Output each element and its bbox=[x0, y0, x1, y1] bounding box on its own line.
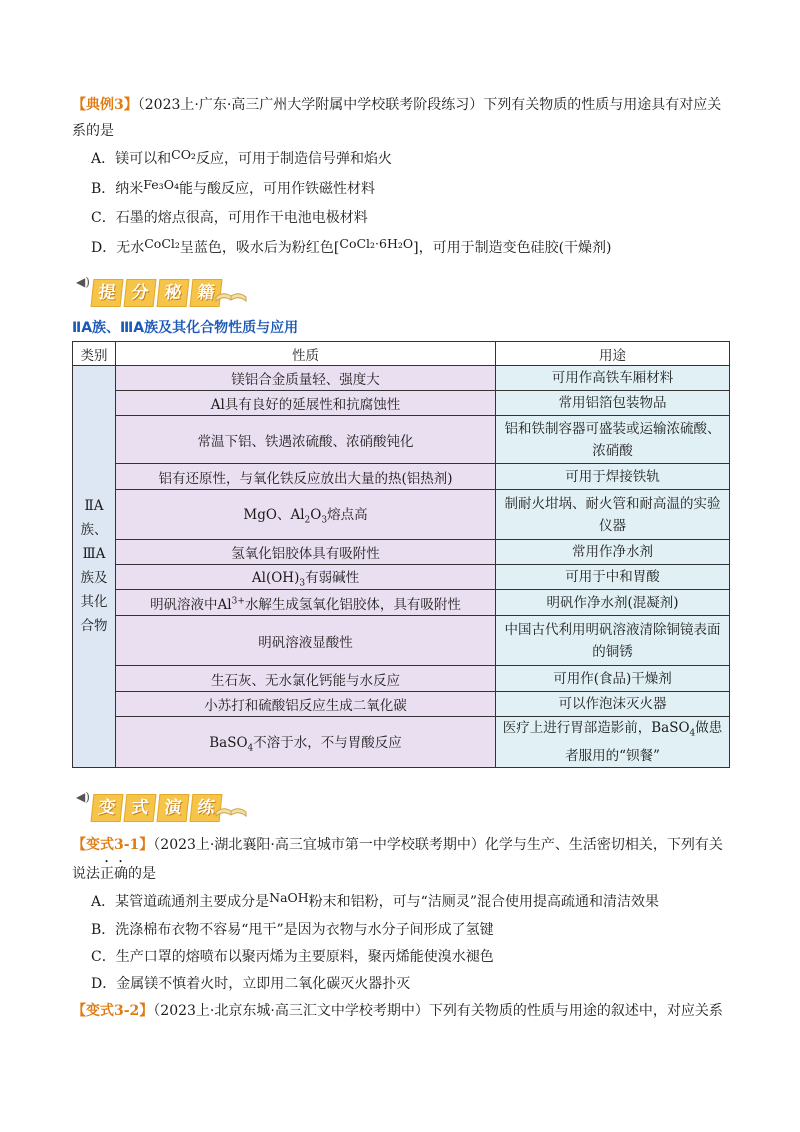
variant1-source: （2023上·湖北襄阳·高三宜城市第一中学校联考期中） bbox=[153, 836, 485, 853]
open-book-icon bbox=[214, 277, 248, 303]
property-cell: 常温下铝、铁遇浓硫酸、浓硝酸钝化 bbox=[116, 416, 496, 464]
option-text: 呈蓝色，吸水后为粉红色[ bbox=[179, 240, 340, 256]
property-cell: 镁铝合金质量轻、强度大 bbox=[116, 366, 496, 391]
option-text: ]，可用于制造变色硅胶(干燥剂) bbox=[413, 240, 612, 256]
option-d bbox=[91, 971, 732, 998]
option-label: C． bbox=[91, 948, 116, 965]
table-row bbox=[73, 490, 730, 540]
use-cell: 铝和铁制容器可盛装或运输浓硫酸、浓硝酸 bbox=[496, 416, 730, 464]
example-source: （2023上·广东·高三广州大学附属中学校联考阶段练习） bbox=[137, 97, 484, 113]
use-cell: 可以作泡沫灭火器 bbox=[496, 692, 730, 717]
use-cell: 中国古代利用明矾溶液清除铜镜表面的铜锈 bbox=[496, 616, 730, 666]
use-cell: 常用作净水剂 bbox=[496, 540, 730, 565]
use-cell: 可用作高铁车厢材料 bbox=[496, 366, 730, 391]
option-text: 反应，可用于制造信号弹和焰火 bbox=[195, 151, 392, 167]
property-cell: 铝有还原性，与氧化铁反应放出大量的热(铝热剂) bbox=[116, 464, 496, 490]
banner-char: 籍 bbox=[190, 279, 223, 307]
option-text: 纳米 bbox=[115, 181, 144, 197]
banner-char: 演 bbox=[157, 794, 190, 822]
variant2-tag: 【变式3-2】 bbox=[72, 1002, 154, 1019]
page-content bbox=[72, 92, 732, 1024]
example-tag: 【典例3】 bbox=[72, 97, 138, 113]
property-cell: 氢氧化铝胶体具有吸附性 bbox=[116, 540, 496, 565]
property-cell: MgO、$Al_2O_3$熔点高 bbox=[116, 490, 496, 540]
banner-char: 式 bbox=[124, 794, 157, 822]
use-cell: 常用铝箔包装物品 bbox=[496, 391, 730, 416]
use-cell: 制耐火坩埚、耐火管和耐高温的实验仪器 bbox=[496, 490, 730, 540]
option-label: A． bbox=[91, 893, 116, 910]
property-cell: 小苏打和硫酸铝反应生成二氧化碳 bbox=[116, 692, 496, 717]
variant1-stem-end: 的是 bbox=[128, 865, 156, 882]
property-cell: 明矾溶液显酸性 bbox=[116, 616, 496, 666]
option-text: 镁可以和 bbox=[115, 151, 172, 167]
option-text: 金属镁不慎着火时，立即用二氧化碳灭火器扑灭 bbox=[116, 975, 411, 992]
example-stem bbox=[72, 92, 732, 144]
variant2-stem-text: 下列有关物质的性质与用途的叙述中，对应关系 bbox=[428, 1002, 723, 1019]
option-text: 某管道疏通剂主要成分是 bbox=[115, 893, 270, 910]
banner-char: 变 bbox=[91, 794, 124, 822]
variant1-tag: 【变式3-1】 bbox=[72, 836, 154, 853]
header-use: 用途 bbox=[496, 342, 730, 366]
banner-char: 练 bbox=[190, 794, 223, 822]
table-row bbox=[73, 692, 730, 717]
header-category: 类别 bbox=[73, 342, 116, 366]
table-header-row bbox=[73, 342, 730, 366]
banner-title bbox=[92, 794, 221, 822]
use-cell: 可用于中和胃酸 bbox=[496, 565, 730, 590]
table-row bbox=[73, 666, 730, 692]
table-row bbox=[73, 590, 730, 616]
property-cell: $Al(OH)_3$有弱碱性 bbox=[116, 565, 496, 590]
variant1-stem bbox=[72, 832, 732, 887]
option-formula: Fe₃O₄ bbox=[143, 177, 179, 192]
table-row bbox=[73, 717, 730, 768]
category-text: ⅡA族、ⅢA族及其化合物 bbox=[80, 498, 108, 635]
option-formula: CoCl₂·6H₂O bbox=[339, 236, 414, 251]
option-text: 生产口罩的熔喷布以聚丙烯为主要原料，聚丙烯能使溴水褪色 bbox=[115, 948, 494, 965]
option-text: 无水 bbox=[116, 240, 145, 256]
use-cell: 可用于焊接铁轨 bbox=[496, 464, 730, 490]
option-label: A． bbox=[91, 151, 116, 167]
example-stem-text: 下列有关物质的性质与用途具有对应关系的是 bbox=[72, 97, 722, 139]
use-cell: 明矾作净水剂(混凝剂) bbox=[496, 590, 730, 616]
speaker-icon: ◀) bbox=[76, 275, 90, 289]
property-cell: BaSO$_4$不溶于水，不与胃酸反应 bbox=[116, 717, 496, 768]
property-table bbox=[72, 341, 730, 768]
variant-question-1 bbox=[72, 832, 732, 998]
option-c bbox=[91, 204, 732, 233]
speaker-icon: ◀) bbox=[76, 789, 90, 804]
emphasis-text: 正确 bbox=[100, 865, 128, 882]
banner-char: 提 bbox=[91, 279, 124, 307]
option-label: B． bbox=[91, 181, 116, 197]
use-cell: 医疗上进行胃部造影前，BaSO$_4$做患者服用的“钡餐” bbox=[496, 717, 730, 768]
table-row bbox=[73, 565, 730, 590]
option-formula: CoCl₂ bbox=[144, 236, 180, 251]
table-row bbox=[73, 416, 730, 464]
tips-banner bbox=[72, 275, 732, 309]
option-d bbox=[91, 233, 732, 263]
table-row bbox=[73, 616, 730, 666]
banner-char: 分 bbox=[124, 279, 157, 307]
banner-char: 秘 bbox=[157, 279, 190, 307]
table-row bbox=[73, 540, 730, 565]
option-label: B． bbox=[91, 921, 116, 938]
option-text: 能与酸反应，可用作铁磁性材料 bbox=[178, 181, 375, 197]
variant2-source: （2023上·北京东城·高三汇文中学校考期中） bbox=[153, 1002, 429, 1019]
variant-question-2 bbox=[72, 998, 732, 1024]
section-title: ⅡA族、ⅢA族及其化合物性质与应用 bbox=[72, 320, 299, 336]
option-b bbox=[91, 917, 732, 944]
practice-banner bbox=[72, 790, 732, 824]
option-b bbox=[91, 174, 732, 204]
option-text: 洗涤棉布衣物不容易“甩干”是因为衣物与水分子间形成了氢键 bbox=[115, 921, 494, 938]
option-text: 石墨的熔点很高，可用作干电池电极材料 bbox=[115, 210, 368, 226]
option-label: D． bbox=[91, 975, 117, 992]
table-row bbox=[73, 366, 730, 391]
option-a bbox=[91, 144, 732, 174]
option-label: C． bbox=[91, 210, 116, 226]
banner-title bbox=[92, 279, 221, 307]
use-cell: 可用作(食品)干燥剂 bbox=[496, 666, 730, 692]
option-label: D． bbox=[91, 240, 117, 256]
table-row bbox=[73, 391, 730, 416]
property-cell: Al具有良好的延展性和抗腐蚀性 bbox=[116, 391, 496, 416]
example-question bbox=[72, 92, 732, 263]
variant2-stem bbox=[72, 998, 732, 1024]
option-a bbox=[91, 887, 732, 917]
option-text: 粉末和铝粉，可与“洁厕灵”混合使用提高疏通和清洁效果 bbox=[308, 893, 659, 910]
variant1-stem-text: 化学与生产、生活密切相关，下列有关说法 bbox=[72, 836, 723, 882]
category-cell bbox=[73, 366, 116, 768]
property-cell: 生石灰、无水氯化钙能与水反应 bbox=[116, 666, 496, 692]
open-book-icon bbox=[214, 792, 248, 818]
property-cell: 明矾溶液中$Al^{3+}$水解生成氢氧化铝胶体，具有吸附性 bbox=[116, 590, 496, 616]
option-formula: NaOH bbox=[269, 889, 309, 905]
option-c bbox=[91, 944, 732, 971]
header-property: 性质 bbox=[116, 342, 496, 366]
table-row bbox=[73, 464, 730, 490]
option-formula: CO₂ bbox=[171, 147, 196, 162]
